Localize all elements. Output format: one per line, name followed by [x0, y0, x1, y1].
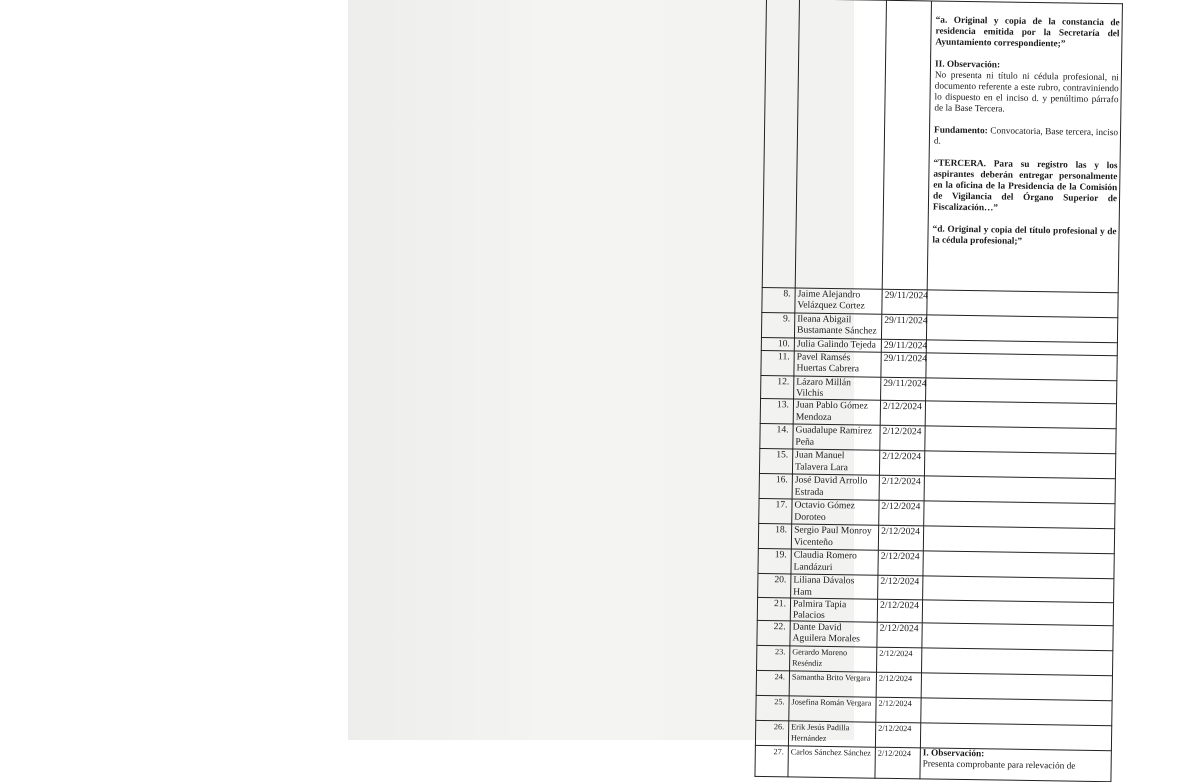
observation-text: No presenta ni título ni cédula profesional, ni documento referente a este rubro, contraviniendo lo dispuesto en el inciso d. y penúltimo párrafo de la Base Tercera. [934, 70, 1119, 115]
registration-date: 2/12/2024 [876, 697, 921, 723]
row-number: 16. [759, 474, 792, 499]
applicant-name: Claudia Romero Landázuri [791, 549, 878, 575]
row-number: 14. [760, 424, 793, 449]
observation-cell-empty [921, 698, 1112, 726]
row-number: 24. [756, 671, 789, 696]
row-number: 25. [756, 696, 789, 721]
applicants-table [754, 0, 1123, 782]
applicant-name: Pavel Ramsés Huertas Cabrera [794, 351, 881, 377]
row-number: 21. [757, 597, 790, 621]
row-number: 13. [760, 399, 793, 424]
registration-date: 2/12/2024 [875, 722, 920, 748]
registration-date: 2/12/2024 [879, 451, 924, 477]
row-number: 26. [755, 721, 788, 746]
row-number: 20. [758, 574, 791, 598]
registration-date: 2/12/2024 [878, 526, 923, 552]
registration-date: 29/11/2024 [881, 377, 926, 401]
registration-date: 2/12/2024 [877, 647, 922, 673]
quote-tercera: “TERCERA. Para su registro las y los aspirantes deberán entregar personalmente en la oficina de la Presidencia de la Comisión de Vigilancia del Órgano Superior de Fiscalización…” [932, 158, 1118, 214]
observation-cell-empty [924, 501, 1115, 529]
observation-cell-empty [923, 576, 1114, 602]
observation-text: Presenta comprobante para relevación de [922, 759, 1076, 772]
registration-date: 29/11/2024 [881, 339, 926, 353]
registration-date: 29/11/2024 [881, 352, 926, 378]
row-number: 27. [755, 746, 788, 777]
observation-row-7 [762, 0, 1122, 293]
registration-date: 29/11/2024 [881, 314, 926, 340]
row-number: 10. [761, 337, 794, 350]
applicant-name: Jaime Alejandro Velázquez Cortez [795, 288, 882, 314]
row-number: 12. [761, 375, 794, 399]
applicant-name: Sergio Paul Monroy Vicenteño [791, 524, 878, 550]
observation-cell-empty [926, 315, 1117, 343]
applicant-name: Julia Galindo Tejeda [794, 338, 881, 352]
observation-cell-empty [927, 290, 1118, 318]
row-number: 19. [758, 549, 791, 574]
observation-cell [920, 748, 1111, 782]
registration-table-page [754, 0, 1120, 782]
fundamento-text: Convocatoria, Base tercera, inciso d. [933, 126, 1119, 147]
registration-date: 2/12/2024 [879, 476, 924, 502]
applicant-name: Josefina Román Vergara [789, 696, 876, 722]
row-number: 9. [761, 312, 794, 337]
observation-cell-empty [926, 378, 1117, 404]
applicant-name: Erik Jesús Padilla Hernández [788, 721, 875, 747]
observation-cell-empty [924, 476, 1115, 504]
registration-date: 2/12/2024 [875, 747, 920, 779]
registration-date: 2/12/2024 [880, 426, 925, 452]
row-number: 8. [762, 287, 795, 312]
observation-cell-empty [925, 426, 1116, 454]
registration-date: 2/12/2024 [877, 599, 922, 623]
observation-cell-empty [923, 526, 1114, 554]
registration-date: 2/12/2024 [878, 551, 923, 577]
applicant-name: Juan Pablo Gómez Mendoza [793, 399, 880, 425]
applicant-name: Liliana Dávalos Ham [791, 574, 878, 599]
row-number: 22. [757, 621, 790, 646]
observation-cell-empty [925, 401, 1116, 429]
observation-cell-empty [920, 723, 1111, 751]
observation-cell [927, 1, 1122, 293]
applicant-name: Gerardo Moreno Reséndiz [790, 646, 877, 672]
registration-date: 2/12/2024 [878, 576, 923, 600]
observation-heading: II. Observación: [934, 59, 1001, 71]
row-number: 11. [761, 350, 794, 375]
observation-cell-empty [924, 451, 1115, 479]
row-number: 23. [757, 646, 790, 671]
applicant-name: Dante David Aguilera Morales [790, 621, 877, 647]
applicant-name: Carlos Sánchez Sánchez [788, 746, 875, 778]
registration-date: 2/12/2024 [876, 672, 921, 698]
quote-titulo: “d. Original y copia del título profesional y de la cédula profesional;” [932, 224, 1117, 247]
applicant-name: Guadalupe Ramírez Peña [793, 424, 880, 450]
registration-date: 2/12/2024 [877, 622, 922, 648]
registration-date: 29/11/2024 [882, 289, 927, 315]
fundamento-label: Fundamento: [933, 125, 988, 137]
row-number: 15. [759, 449, 792, 474]
observation-cell-empty [921, 673, 1112, 701]
observation-cell-empty [922, 648, 1113, 676]
registration-date: 2/12/2024 [880, 401, 925, 427]
fundamento [934, 126, 1118, 151]
row-number: 17. [759, 499, 792, 524]
applicant-name: Lázaro Millán Vilchis [794, 376, 881, 401]
observation-cell-empty [922, 600, 1113, 626]
document-photo [348, 0, 1120, 772]
applicant-name: José David Arrollo Estrada [792, 474, 879, 500]
quote-residence: “a. Original y copia de la constancia de residencia emitida por la Secretaría del Ayuntamiento correspondiente;” [935, 15, 1120, 50]
registration-date: 2/12/2024 [879, 501, 924, 527]
observation-heading: I. Observación: [922, 748, 985, 760]
applicant-name: Ileana Abigail Bustamante Sánchez [794, 313, 881, 339]
table-row [755, 746, 1111, 782]
applicant-name: Octavio Gómez Doroteo [792, 499, 879, 525]
observation-cell-empty [922, 623, 1113, 651]
observation-cell-empty [926, 353, 1117, 381]
applicant-name: Juan Manuel Talavera Lara [792, 449, 879, 475]
applicant-name: Samantha Brito Vergara [789, 671, 876, 697]
row-number: 18. [758, 524, 791, 549]
observation-cell-empty [923, 551, 1114, 579]
applicant-name: Palmira Tapia Palacios [790, 598, 877, 623]
